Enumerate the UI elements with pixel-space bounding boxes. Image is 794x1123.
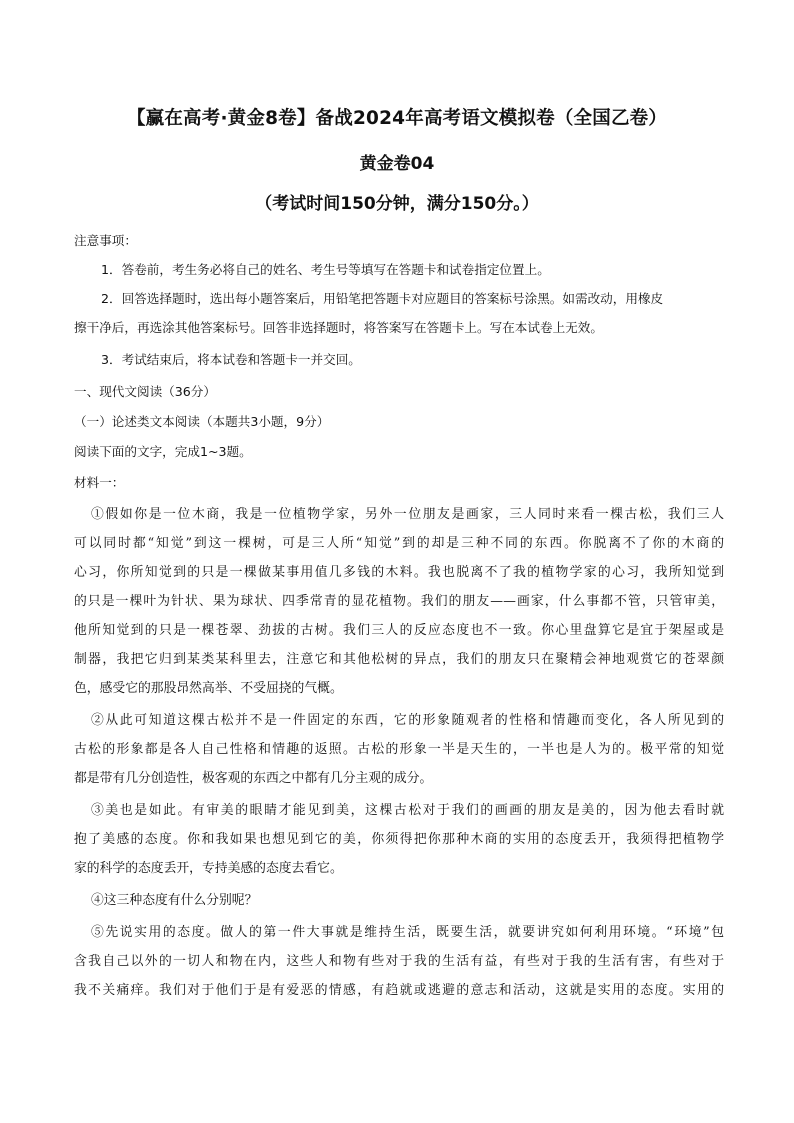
notice-item-continued: 擦干净后，再选涂其他答案标号。回答非选择题时，将答案写在答题卡上。写在本试卷上无效。 [74, 320, 603, 335]
passage-line: ①假如你是一位木商，我是一位植物学家，另外一位朋友是画家，三人同时来看一棵古松，我们三人 [91, 507, 724, 522]
passage-line: ④这三种态度有什么分别呢？ [91, 893, 258, 908]
passage-line: 色，感受它的那股昂然高举、不受屈挠的气概。 [74, 681, 343, 696]
section-heading: 一、现代文阅读（36分） [74, 384, 216, 399]
passage-line: 含我自己以外的一切人和物在内，这些人和物有些对于我的生活有益，有些对于我的生活有害，有些对于 [74, 954, 724, 969]
notice-heading: 注意事项： [74, 233, 137, 248]
passage-line: 古松的形象都是各人自己性格和情趣的返照。古松的形象一半是天生的，一半也是人为的。极平常的知觉 [74, 742, 724, 757]
passage-line: 都是带有几分创造性，极客观的东西之中都有几分主观的成分。 [74, 771, 433, 786]
passage-line: 家的科学的态度丢开，专持美感的态度去看它。 [74, 861, 343, 876]
notice-item: 3．考试结束后，将本试卷和答题卡一并交回。 [101, 352, 361, 367]
notice-item: 2．回答选择题时，选出每小题答案后，用铅笔把答题卡对应题目的答案标号涂黑。如需改动，用橡皮 [101, 291, 664, 306]
exam-subtitle: 黄金卷04 [359, 154, 435, 174]
subsection-heading: （一）论述类文本阅读（本题共3小题，9分） [74, 414, 330, 429]
passage-line: 可以同时都“知觉”到这一棵树，可是三人所“知觉”到的却是三种不同的东西。你脱离不了你的木商的 [74, 536, 724, 551]
material-label: 材料一： [74, 475, 125, 490]
passage-line: 我不关痛痒。我们对于他们于是有爱恶的情感，有趋就或逃避的意志和活动，这就是实用的态度。实用的 [74, 983, 724, 998]
passage-line: ③美也是如此。有审美的眼睛才能见到美，这棵古松对于我们的画画的朋友是美的，因为他去看时就 [91, 803, 724, 818]
passage-line: 心习，你所知觉到的只是一棵做某事用值几多钱的木料。我也脱离不了我的植物学家的心习，我所知觉到 [74, 565, 724, 580]
notice-item: 1．答卷前，考生务必将自己的姓名、考生号等填写在答题卡和试卷指定位置上。 [101, 262, 550, 277]
passage-line: 他所知觉到的只是一棵苍翠、劲拔的古树。我们三人的反应态度也不一致。你心里盘算它是宜于架屋或是 [74, 623, 724, 638]
passage-line: 制器，我把它归到某类某科里去，注意它和其他松树的异点，我们的朋友只在聚精会神地观赏它的苍翠颜 [74, 652, 724, 667]
passage-line: 抱了美感的态度。你和我如果也想见到它的美，你须得把你那种木商的实用的态度丢开，我须得把植物学 [74, 832, 724, 847]
exam-time-note: （考试时间150分钟，满分150分。） [255, 194, 539, 214]
reading-instruction: 阅读下面的文字，完成1~3题。 [74, 444, 252, 459]
passage-line: ②从此可知道这棵古松并不是一件固定的东西，它的形象随观者的性格和情趣而变化，各人所见到的 [91, 713, 724, 728]
exam-title: 【赢在高考·黄金8卷】备战2024年高考语文模拟卷（全国乙卷） [126, 108, 668, 129]
passage-line: ⑤先说实用的态度。做人的第一件大事就是维持生活，既要生活，就要讲究如何利用环境。“环境”包 [91, 925, 724, 940]
passage-line: 的只是一棵叶为针状、果为球状、四季常青的显花植物。我们的朋友——画家，什么事都不管，只管审美， [74, 594, 724, 609]
